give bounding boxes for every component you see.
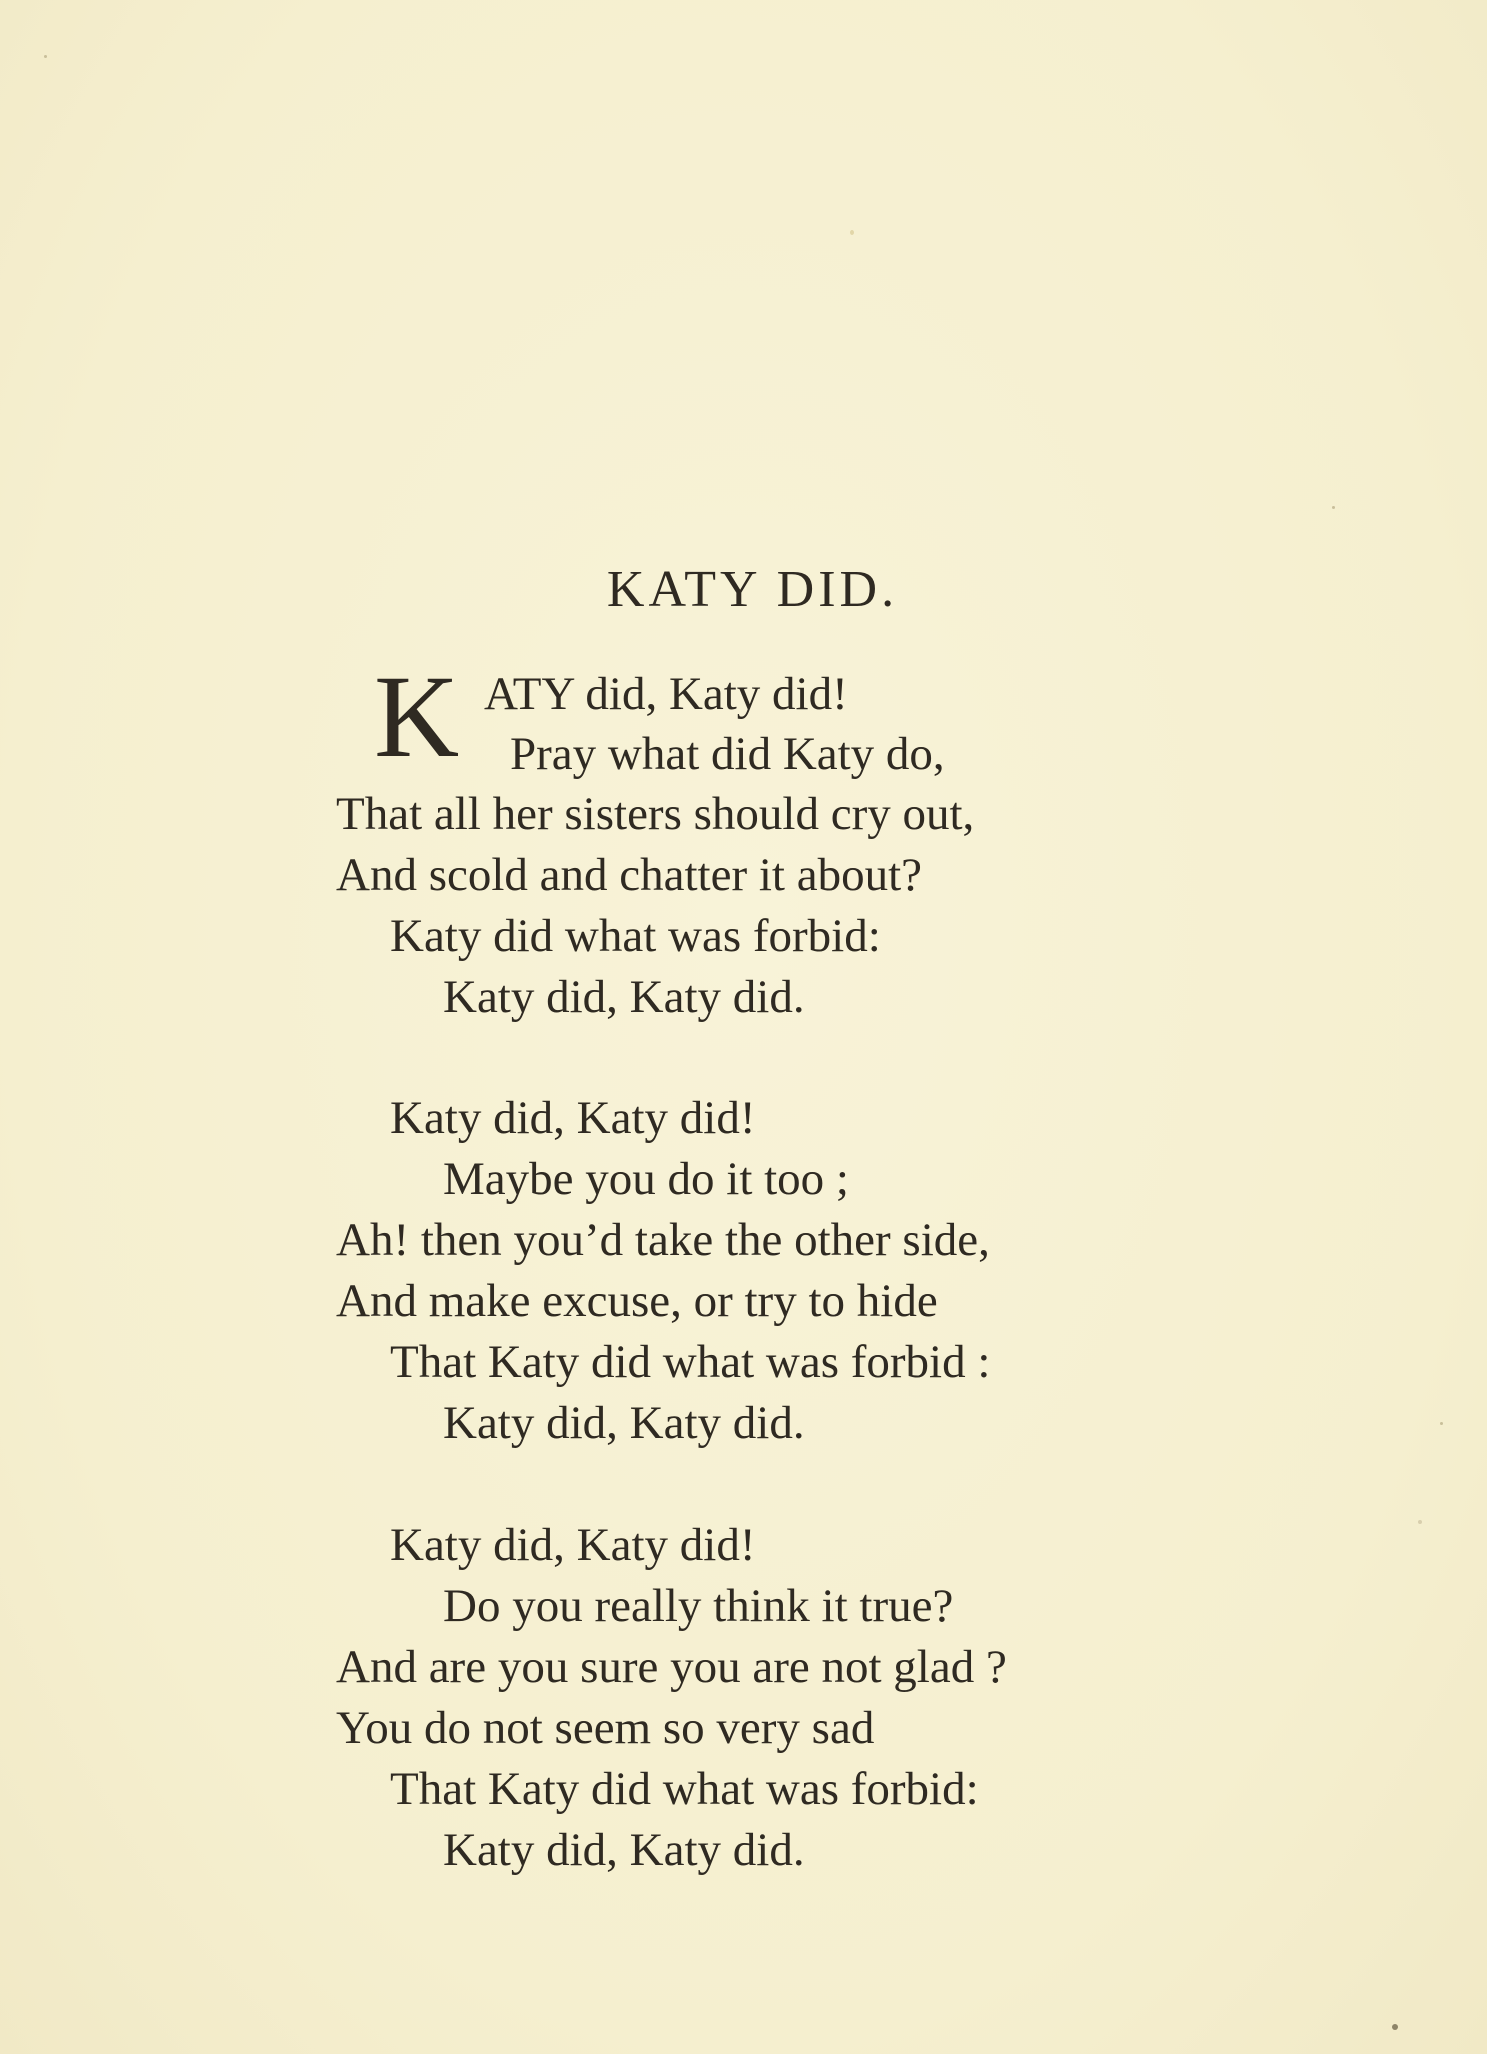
poem-line: Katy did, Katy did. [443, 1397, 805, 1449]
poem-line: Pray what did Katy do, [510, 728, 945, 780]
paper-speck [1392, 2024, 1398, 2030]
poem-line: Katy did, Katy did! [390, 1519, 756, 1571]
poem-line: You do not seem so very sad [336, 1702, 875, 1754]
poem-line: And make excuse, or try to hide [336, 1275, 938, 1327]
paper-speck [1440, 1422, 1443, 1425]
poem-line: That all her sisters should cry out, [336, 788, 975, 840]
paper-speck [1332, 506, 1335, 509]
paper-speck [44, 55, 47, 58]
poem-line: Katy did, Katy did. [443, 1824, 805, 1876]
poem-line: And are you sure you are not glad ? [336, 1641, 1007, 1693]
poem-line: Ah! then you’d take the other side, [336, 1214, 990, 1266]
poem-line: Maybe you do it too ; [443, 1153, 849, 1205]
poem-line: That Katy did what was forbid : [390, 1336, 991, 1388]
paper-speck [1418, 1520, 1422, 1524]
poem-title: KATY DID. [606, 561, 899, 618]
poem-line: Katy did, Katy did! [390, 1092, 756, 1144]
poem-line: That Katy did what was forbid: [390, 1763, 979, 1815]
drop-cap: K [374, 651, 460, 782]
poem-line: ATY did, Katy did! [484, 668, 848, 720]
poem-line: Do you really think it true? [443, 1580, 954, 1632]
poem-line: Katy did, Katy did. [443, 971, 805, 1023]
poem-line: Katy did what was forbid: [390, 910, 881, 962]
paper-speck [850, 230, 854, 235]
poem-line: And scold and chatter it about? [336, 849, 923, 901]
